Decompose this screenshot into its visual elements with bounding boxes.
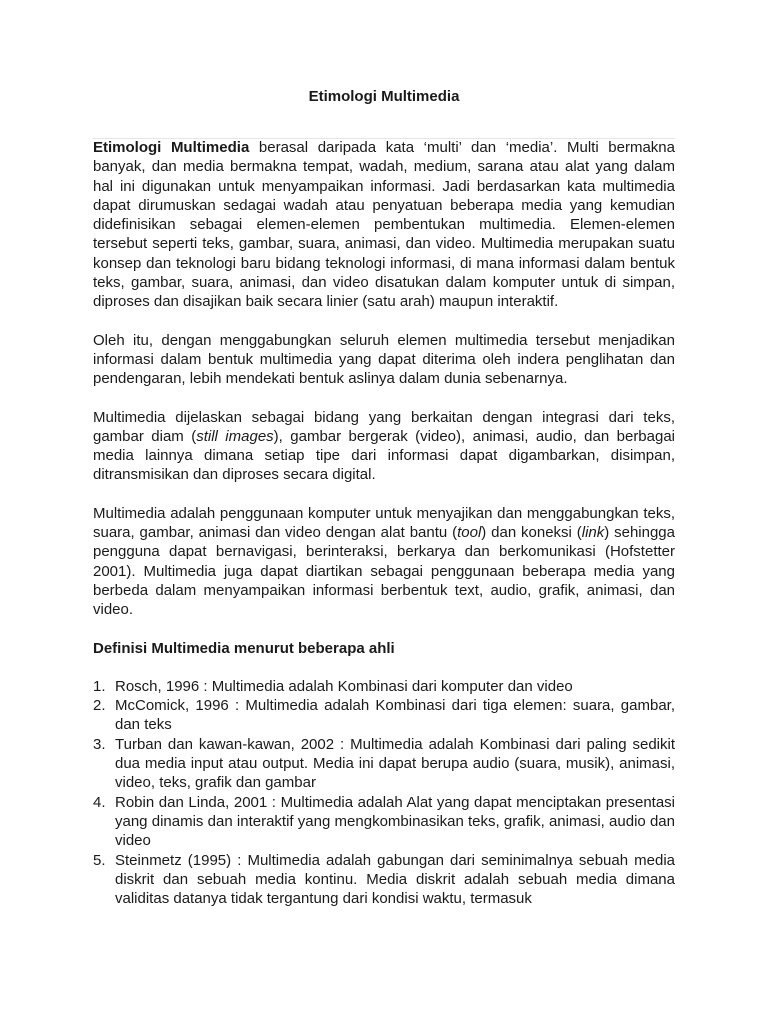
list-number: 1.: [93, 677, 106, 695]
paragraph-4-text-b: ) dan koneksi (: [481, 524, 582, 542]
list-item: [93, 735, 675, 793]
list-text: Turban dan kawan-kawan, 2002 : Multimedia adalah Kombinasi dari paling sedikit dua media input atau output. Media ini dapat berupa audio (suara, musik), animasi, video, teks, grafik dan gambar: [115, 735, 675, 792]
list-text: McComick, 1996 : Multimedia adalah Kombinasi dari tiga elemen: suara, gambar, dan teks: [115, 697, 675, 734]
paragraph-4: [93, 504, 675, 620]
paragraph-4-text-a: Multimedia adalah penggunaan komputer untuk menyajikan dan menggabungkan teks, suara, gambar, animasi dan video dengan alat bantu (: [93, 504, 675, 542]
paragraph-3-text-b: ), gambar bergerak (video), animasi, audio, dan berbagai media lainnya dimana setiap tipe dari informasi dapat digambarkan, disimpan, ditransmisikan dan diproses secara digital.: [93, 427, 676, 484]
list-number: 2.: [93, 697, 106, 715]
paragraph-4-text-c: ) sehingga pengguna dapat bernavigasi, berinteraksi, berkarya dan berkomunikasi (Hofstetter 2001). Multimedia juga dapat diartikan sebagai penggunaan beberapa media yang berbeda dalam menyampaikan informasi berbentuk text, audio, grafik, animasi, dan video.: [93, 524, 675, 619]
paragraph-1-text: berasal daripada kata ‘multi’ dan ‘media’. Multi bermakna banyak, dan media bermakna tempat, wadah, medium, sarana atau alat yang dalam hal ini digunakan untuk menyampaikan informasi. Jadi berdasarkan kata multimedia dapat dirumuskan sedagai wadah atau penyatuan beberapa media yang kemudian didefinisikan sebagai elemen-elemen pembentukan multimedia. Elemen-elemen tersebut seperti teks, gambar, suara, animasi, dan video. Multimedia merupakan suatu konsep dan teknologi baru bidang teknologi informasi, di mana informasi dalam bentuk teks, gambar, suara, animasi, dan video disatukan dalam komputer untuk di simpan, diproses dan disajikan baik secara linier (satu arah) maupun interaktif.: [93, 139, 675, 311]
section-heading: Definisi Multimedia menurut beberapa ahli: [93, 639, 395, 657]
list-number: 4.: [93, 793, 106, 811]
document-body: [93, 138, 675, 908]
paragraph-4-italic-tool: tool: [457, 524, 482, 542]
paragraph-4-italic-link: link: [581, 524, 605, 542]
list-item: [93, 696, 675, 735]
list-text: Robin dan Linda, 2001 : Multimedia adalah Alat yang dapat menciptakan presentasi yang dinamis dan interaktif yang mengkombinasikan teks, grafik, animasi, audio dan video: [115, 793, 675, 850]
definitions-list: [93, 677, 675, 909]
list-number: 5.: [93, 851, 106, 869]
page-title: Etimologi Multimedia: [308, 88, 460, 105]
list-item: [93, 793, 675, 851]
paragraph-3-text-a: Multimedia dijelaskan sebagai bidang yang berkaitan dengan integrasi dari teks, gambar diam (: [93, 408, 675, 445]
list-item: [93, 851, 675, 909]
paragraph-1-bold: Etimologi Multimedia: [93, 139, 250, 156]
list-item: [93, 677, 675, 696]
paragraph-2: Oleh itu, dengan menggabungkan seluruh elemen multimedia tersebut menjadikan informasi dalam bentuk multimedia yang dapat diterima oleh indera penglihatan dan pendengaran, lebih mendekati bentuk aslinya dalam dunia sebenarnya.: [93, 331, 675, 388]
list-number: 3.: [93, 735, 106, 753]
list-text: Rosch, 1996 : Multimedia adalah Kombinasi dari komputer dan video: [115, 677, 573, 695]
paragraph-3-italic: still images: [196, 427, 274, 445]
paragraph-1: [93, 138, 675, 312]
paragraph-3: [93, 408, 675, 485]
list-text: Steinmetz (1995) : Multimedia adalah gabungan dari seminimalnya sebuah media diskrit dan sebuah media kontinu. Media diskrit adalah sebuah media dimana validitas datanya tidak tergantung dari kondisi waktu, termasuk: [115, 851, 675, 908]
